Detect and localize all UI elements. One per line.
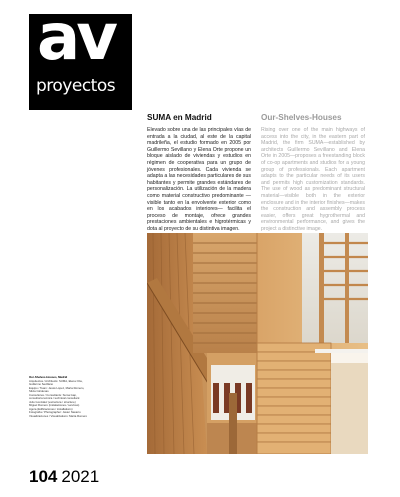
- cover-photo: [147, 233, 368, 454]
- credits-line: Miguel Romero (instalaciones / services): [29, 403, 80, 407]
- article-title-es: SUMA en Madrid: [147, 113, 212, 122]
- article-body-es: Elevado sobre una de las principales vías de entrada a la ciudad, al este de la capital madrileña, el estudio formado en 2005 por Guillermo Sevillano y Elena Orte propone un bloque aislado de viviendas y estudios en régimen de cooperativa para un grupo de jóvenes profesionales. Cada vivienda se adapta a las necesidades particulares de sus habitantes y permite grandes estándares de personalización. La utilización de la madera como material constructivo predominante —visible tanto en la envolvente exterior como en los acabados interiores— facilita el proceso de montaje, ofrece grandes prestaciones ambientales e higrotérmicas y dota al proyecto de su distintiva imagen.: [147, 127, 251, 232]
- credits-title: Our-Shelves-Houses, Madrid: [29, 375, 68, 379]
- article-spanish: [147, 113, 251, 233]
- wooden-interior-illustration: [147, 233, 368, 454]
- credits-line: Equipo / Team: Jesús López, Marta Romero,: [29, 385, 85, 390]
- credits-line: Visualizaciones / Visualizations: Marta Romero: [29, 413, 88, 418]
- logo-mark: av: [37, 1, 114, 75]
- issue-number: 104: [29, 467, 58, 486]
- issue-year: 2021: [61, 467, 100, 486]
- logo-subtitle: proyectos: [36, 76, 116, 96]
- article-title-en: Our-Shelves-Houses: [261, 113, 342, 122]
- project-credits: [29, 376, 127, 418]
- credits-line: Consultores / Consultants: Suma Gap,: [29, 392, 77, 397]
- credits-line: Agora (Edificaciones / installations): [29, 406, 73, 411]
- magazine-logo: [29, 1, 132, 110]
- credits-line: Fotografía / Photographer: Javier Navarro: [29, 410, 81, 414]
- credits-line: Julio González (estructura / structure): [29, 399, 76, 404]
- article-english: [261, 113, 365, 233]
- issue-info: [29, 468, 99, 485]
- credits-line: consultoría técnica / technical consultant:: [29, 396, 80, 400]
- credits-line: Guillermo Sevillano: [29, 382, 54, 386]
- credits-line: Silvia Cárdenas: [29, 389, 49, 393]
- article-body-en: Rising over one of the main highways of access into the city, in the eastern part of Madrid, the firm SUMA—established by architects Guillermo Sevillano and Elena Orte in 2005—proposes a freestanding block of co-op apartments and studios for a young group of professionals. Each apartment adapts to the particular needs of its users and permits high customization standards. The use of wood as predominant structural material—visible both in the exterior enclosure and in the interior finishes—makes the construction and assembly process easier, offers great hygrothermal and environmental performance, and gives the project a distinctive image.: [261, 127, 365, 232]
- credits-line: Arquitectos / Architects: SUMA, Elena Orte,: [29, 378, 83, 383]
